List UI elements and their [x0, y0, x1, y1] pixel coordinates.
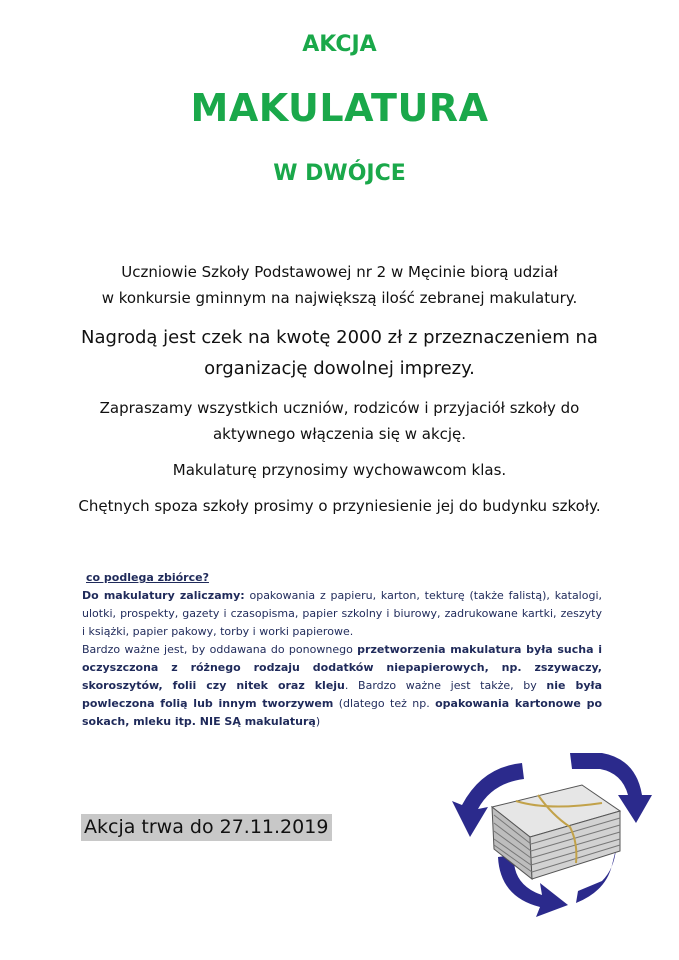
info-question: co podlega zbiórce? — [86, 571, 209, 584]
campaign-date-banner: Akcja trwa do 27.11.2019 — [81, 814, 332, 841]
info-requirements-paragraph: Bardzo ważne jest, by oddawana do ponownego przetworzenia makulatura była sucha i oczyszczona z różnego rodzaju dodatków niepapierowych, np. zszywaczy, skoroszytów, folii czy nitek oraz kleju. Bardzo ważne jest także, by nie była powleczona folią lub innym tworzywem (dlatego też np. opakowania kartonowe po sokach, mleku itp. NIE SĄ makulaturą) — [82, 643, 602, 728]
intro-paragraph-delivery: Makulaturę przynosimy wychowawcom klas. — [172, 461, 507, 479]
intro-paragraph-participation: Uczniowie Szkoły Podstawowej nr 2 w Męcinie biorą udział w konkursie gminnym na największą ilość zebranej makulatury. — [101, 263, 578, 307]
recycling-paper-stack-icon — [452, 745, 652, 917]
info-section — [82, 569, 602, 731]
title-w-dwojce: W DWÓJCE — [273, 161, 406, 186]
intro-paragraph-prize: Nagrodą jest czek na kwotę 2000 zł z przeznaczeniem na organizację dowolnej imprezy. — [81, 327, 598, 379]
info-included-label: Do makulatury zaliczamy: — [82, 589, 245, 602]
info-included-paragraph: Do makulatury zaliczamy: opakowania z papieru, karton, tekturę (także falistą), katalogi, ulotki, prospekty, gazety i czasopisma, papier szkolny i biurowy, zadrukowane kartki, zeszyty i książki, papier pakowy, torby i worki papierowe. — [82, 589, 603, 638]
title-akcja: AKCJA — [302, 32, 377, 57]
title-makulatura: MAKULATURA — [190, 86, 489, 130]
intro-paragraph-outside: Chętnych spoza szkoły prosimy o przyniesienie jej do budynku szkoły. — [78, 497, 601, 515]
intro-paragraph-invitation: Zapraszamy wszystkich uczniów, rodziców i przyjaciół szkoły do aktywnego włączenia się w akcję. — [99, 399, 580, 443]
